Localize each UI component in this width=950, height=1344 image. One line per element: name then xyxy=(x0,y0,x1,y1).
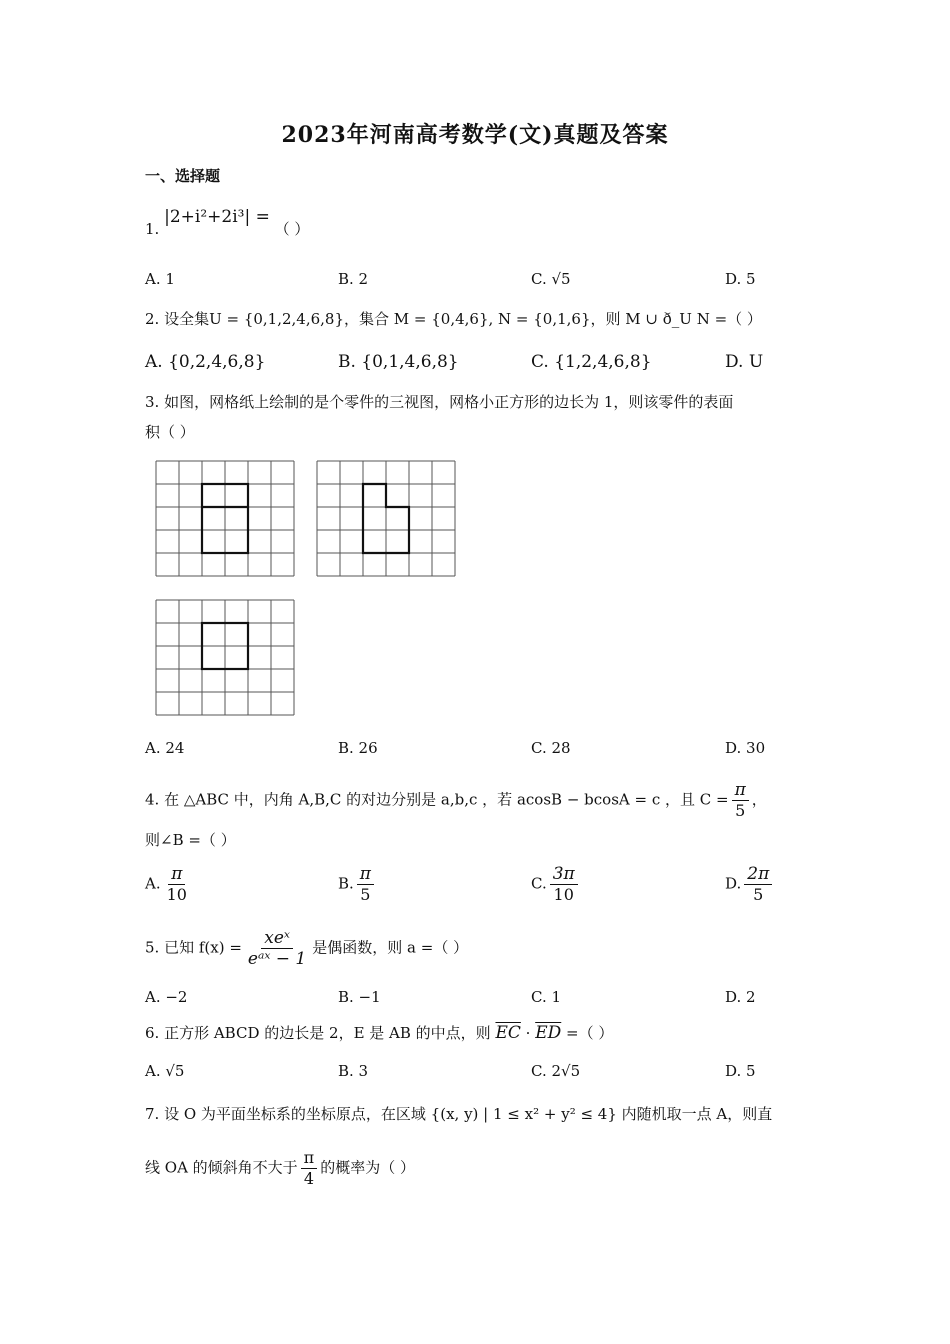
option-a[interactable]: A. {0,2,4,6,8} xyxy=(145,352,266,372)
question-1-expression: |2+i²+2i³| = xyxy=(164,207,270,227)
option-a[interactable] xyxy=(145,864,193,905)
question-4-options xyxy=(145,864,845,914)
question-3-line-1: 3. 如图，网格纸上绘制的是个零件的三视图，网格小正方形的边长为 1，则该零件的表面 xyxy=(145,393,734,411)
option-b[interactable]: B. 26 xyxy=(338,739,378,757)
question-7-text-end: 的概率为（ ） xyxy=(320,1158,415,1177)
option-d[interactable]: D. 5 xyxy=(725,1062,756,1080)
section-heading: 一、选择题 xyxy=(145,167,221,185)
option-c[interactable]: C. 2√5 xyxy=(531,1062,581,1080)
dot-operator: · xyxy=(520,1024,536,1042)
fraction xyxy=(732,780,749,821)
question-4-line-1 xyxy=(145,780,767,821)
question-1-options xyxy=(145,270,845,300)
option-c[interactable]: C. 28 xyxy=(531,739,571,757)
page-title: 2023年河南高考数学(文)真题及答案 xyxy=(281,122,669,148)
question-2: 2. 设全集U = {0,1,2,4,6,8}，集合 M = {0,4,6}, N = {0,1,6}，则 M ∪ ð_U N =（ ） xyxy=(145,310,762,328)
side-view-grid xyxy=(316,460,456,578)
fraction-denominator: 10 xyxy=(166,885,187,904)
question-4-text: 4. 在 △ABC 中，内角 A,B,C 的对边分别是 a,b,c ，若 acosB − bcosA = c ，且 C = xyxy=(145,790,729,809)
fraction-numerator: π xyxy=(301,1148,318,1169)
fraction-numerator: xeˣ xyxy=(261,928,293,949)
top-view-grid xyxy=(155,599,295,717)
question-4-line-2: 则∠B =（ ） xyxy=(145,831,236,849)
question-2-options xyxy=(145,352,845,382)
fraction-numerator: 3π xyxy=(550,864,578,885)
fraction-denominator: 10 xyxy=(553,885,574,904)
option-d[interactable]: D. 30 xyxy=(725,739,766,757)
option-label: D. xyxy=(725,874,742,893)
option-c[interactable] xyxy=(531,864,581,905)
fraction-denominator: 5 xyxy=(360,885,371,904)
option-b[interactable]: B. −1 xyxy=(338,988,381,1006)
option-b[interactable]: B. 2 xyxy=(338,270,369,288)
question-1-paren: （ ） xyxy=(274,220,310,238)
question-5-options xyxy=(145,988,845,1018)
question-1-number: 1. xyxy=(145,220,160,238)
question-7-line-1: 7. 设 O 为平面坐标系的坐标原点，在区域 {(x, y) | 1 ≤ x² + y² ≤ 4} 内随机取一点 A，则直 xyxy=(145,1105,773,1123)
front-view-grid xyxy=(155,460,295,578)
fraction-numerator: π xyxy=(732,780,749,801)
option-a[interactable]: A. 24 xyxy=(145,739,185,757)
question-7-line-2 xyxy=(145,1148,415,1189)
option-d[interactable]: D. U xyxy=(725,352,764,372)
vector-ec: $\overline{EC}$ xyxy=(495,1023,521,1043)
option-a[interactable]: A. −2 xyxy=(145,988,188,1006)
fraction-denominator: eᵃˣ − 1 xyxy=(247,949,307,969)
question-4-punct: ， xyxy=(751,790,767,809)
question-3-options xyxy=(145,739,845,769)
option-b[interactable] xyxy=(338,864,377,905)
question-7-text: 线 OA 的倾斜角不大于 xyxy=(145,1158,298,1177)
fraction-numerator: π xyxy=(168,864,185,885)
option-c[interactable]: C. {1,2,4,6,8} xyxy=(531,352,652,372)
question-5-text-end: 是偶函数，则 a =（ ） xyxy=(312,938,469,957)
fraction-denominator: 5 xyxy=(753,885,764,904)
question-5-text: 5. 已知 f(x) = xyxy=(145,938,242,957)
option-b[interactable]: B. {0,1,4,6,8} xyxy=(338,352,459,372)
question-5 xyxy=(145,928,468,969)
question-6-text: 6. 正方形 ABCD 的边长是 2，E 是 AB 的中点，则 xyxy=(145,1024,491,1042)
fraction-denominator: 5 xyxy=(735,801,746,820)
option-c[interactable]: C. 1 xyxy=(531,988,562,1006)
option-a[interactable]: A. 1 xyxy=(145,270,175,288)
question-6 xyxy=(145,1022,613,1044)
option-label: A. xyxy=(145,874,161,893)
option-d[interactable]: D. 2 xyxy=(725,988,756,1006)
question-6-text-end: =（ ） xyxy=(561,1024,614,1042)
option-label: B. xyxy=(338,874,354,893)
question-1 xyxy=(145,207,310,240)
fraction-denominator: 4 xyxy=(303,1169,315,1188)
option-a[interactable]: A. √5 xyxy=(145,1062,185,1080)
option-d[interactable] xyxy=(725,864,775,905)
fraction-numerator: π xyxy=(357,864,374,885)
option-b[interactable]: B. 3 xyxy=(338,1062,369,1080)
question-3-line-2: 积（ ） xyxy=(145,423,195,441)
fraction-numerator: 2π xyxy=(744,864,772,885)
option-d[interactable]: D. 5 xyxy=(725,270,756,288)
option-label: C. xyxy=(531,874,547,893)
vector-ed: $\overline{ED}$ xyxy=(535,1023,562,1043)
question-6-options xyxy=(145,1062,845,1092)
option-c[interactable]: C. √5 xyxy=(531,270,571,288)
